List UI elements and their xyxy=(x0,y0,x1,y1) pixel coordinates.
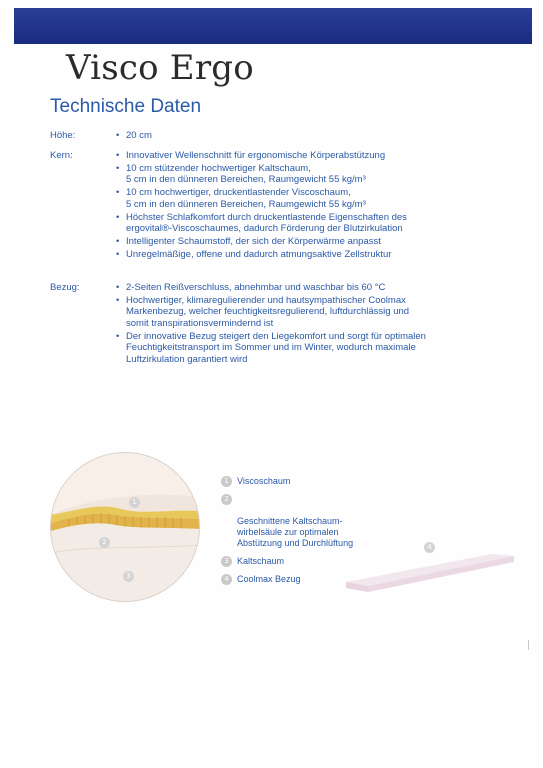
legend-text: Geschnittene Kaltschaum- wirbelsäule zur optimalen Abstützung und Durchlüftung xyxy=(237,516,354,548)
spec-label-height: Höhe: xyxy=(50,130,76,141)
legend-badge: 3 xyxy=(221,556,232,567)
legend-item-1 xyxy=(221,476,401,487)
badge-4: 4 xyxy=(424,542,435,553)
legend-text: Coolmax Bezug xyxy=(237,574,301,584)
spec-item: • Hochwertiger, klimaregulierender und hautsympathischer Coolmax Markenbezug, welcher feuchtigkeitsregulierend, luftdurchlässig und somit transpirationsvermindernd ist xyxy=(116,295,476,329)
legend-badge: 2 xyxy=(221,494,232,505)
spec-label-cover: Bezug: xyxy=(50,282,80,293)
spec-item: • 10 cm stützender hochwertiger Kaltschaum, 5 cm in den dünneren Bereichen, Raumgewicht 55 kg/m³ xyxy=(116,163,476,186)
spec-item: • Höchster Schlafkomfort durch druckentlastende Eigenschaften des ergovital®-Viscoschaumes, dadurch Förderung der Blutzirkulation xyxy=(116,212,476,235)
spec-list-core xyxy=(116,150,476,262)
spec-item: • 20 cm xyxy=(116,130,476,141)
badge-3: 3 xyxy=(123,571,134,582)
scan-edge-mark xyxy=(528,640,529,650)
legend-text: Viscoschaum xyxy=(237,476,291,486)
spec-item: • 10 cm hochwertiger, druckentlastender Viscoschaum, 5 cm in den dünneren Bereichen, Raumgewicht 55 kg/m³ xyxy=(116,187,476,210)
badge-1: 1 xyxy=(129,497,140,508)
foam-cross-section-illustration xyxy=(50,452,200,602)
legend-text: Kaltschaum xyxy=(237,556,285,566)
legend-badge: 4 xyxy=(221,574,232,585)
spec-list-cover xyxy=(116,282,476,367)
header-band xyxy=(14,8,532,44)
section-subtitle: Technische Daten xyxy=(50,96,202,117)
badge-2: 2 xyxy=(99,537,110,548)
spec-item: • Unregelmäßige, offene und dadurch atmungsaktive Zellstruktur xyxy=(116,249,476,260)
spec-label-core: Kern: xyxy=(50,150,73,161)
spec-item: • Intelligenter Schaumstoff, der sich der Körperwärme anpasst xyxy=(116,236,476,247)
spec-item: • 2-Seiten Reißverschluss, abnehmbar und waschbar bis 60 °C xyxy=(116,282,476,293)
spec-item: • Innovativer Wellenschnitt für ergonomische Körperabstützung xyxy=(116,150,476,161)
product-title: Visco Ergo xyxy=(66,48,254,88)
spec-list-height xyxy=(116,130,476,143)
spec-item: • Der innovative Bezug steigert den Liegekomfort und sorgt für optimalen Feuchtigkeitstransport im Sommer und im Winter, wodurch maximale Luftzirkulation garantiert wird xyxy=(116,331,476,365)
legend-badge: 1 xyxy=(221,476,232,487)
legend-item-2 xyxy=(221,494,401,549)
mattress-illustration xyxy=(342,542,517,594)
